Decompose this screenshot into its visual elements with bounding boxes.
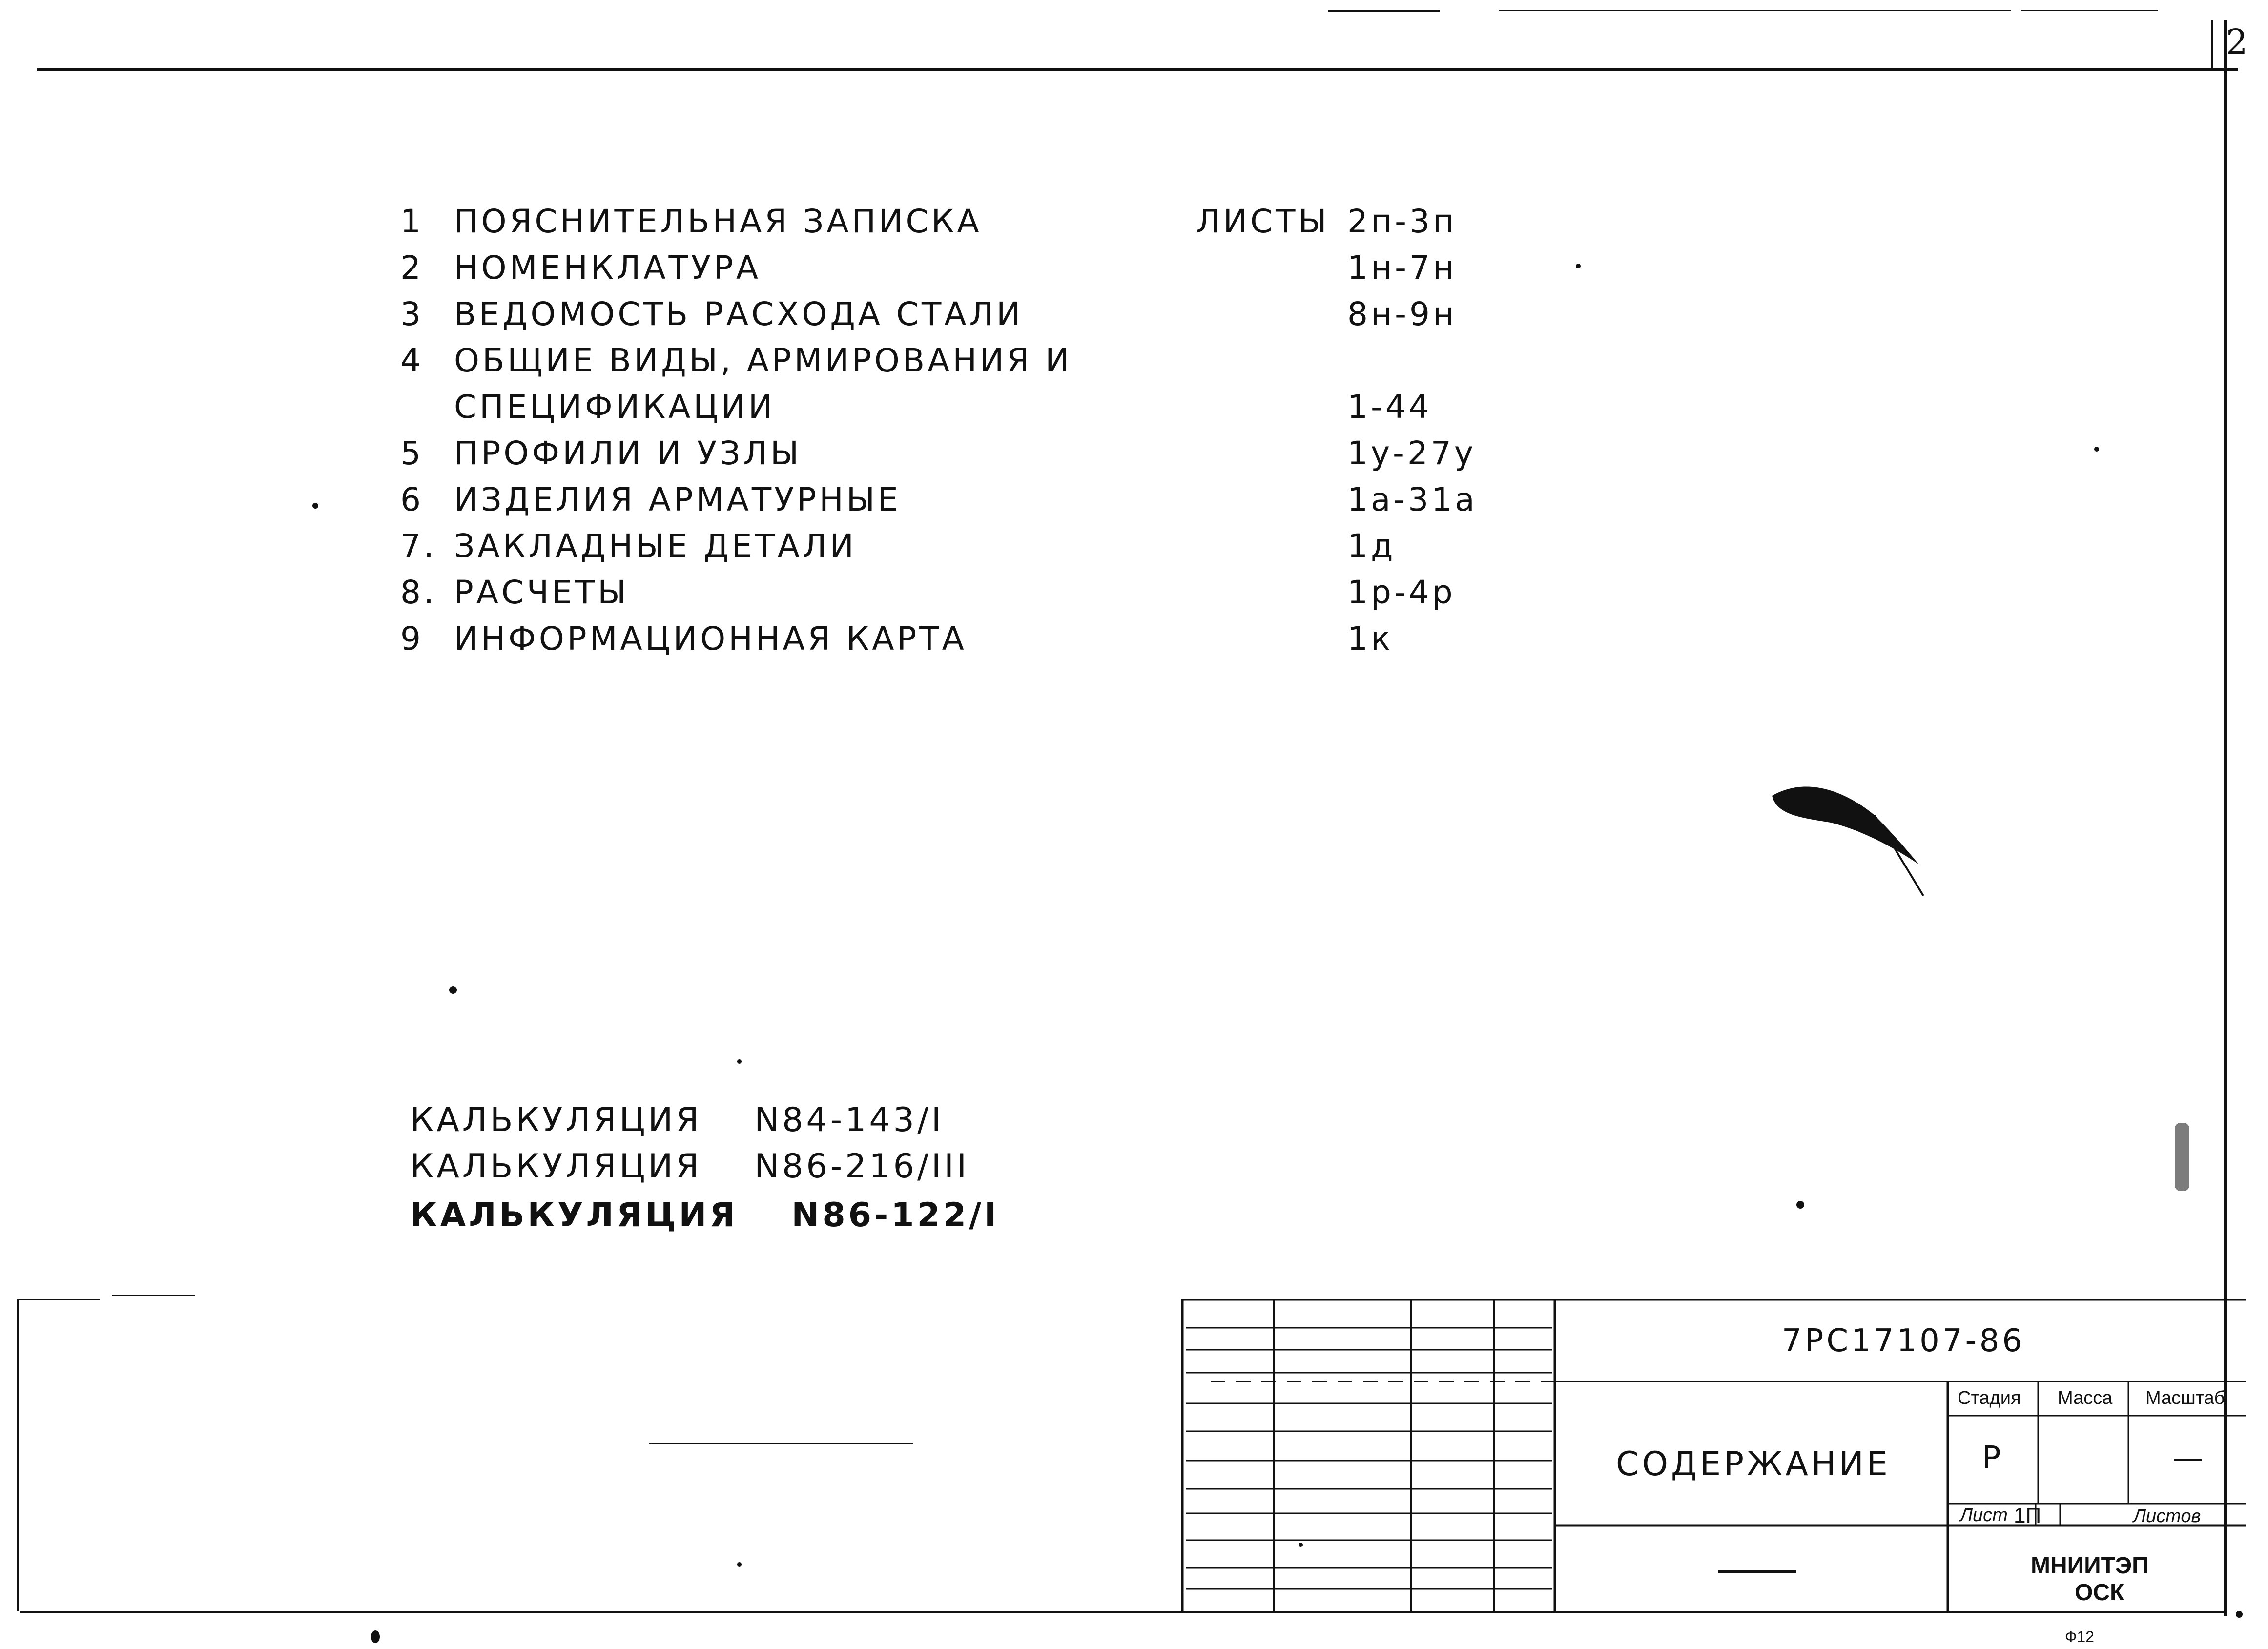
toc-num: 8.: [400, 574, 437, 611]
toc-row: [400, 203, 1523, 247]
document-title: СОДЕРЖАНИЕ: [1616, 1445, 1891, 1484]
toc-title: НОМЕНКЛАТУРА: [454, 249, 761, 287]
toc-pages: 8н-9н: [1347, 295, 1457, 333]
ink-stroke-mark: [1762, 776, 1948, 903]
organization-subdivision: ОСК: [2075, 1580, 2124, 1606]
scan-speck: [1796, 1201, 1804, 1209]
calculation-label: КАЛЬКУЛЯЦИЯ: [410, 1147, 702, 1186]
toc-pages: 1у-27у: [1347, 434, 1476, 472]
scan-speck: [2094, 447, 2099, 452]
toc-pages: 1р-4р: [1347, 574, 1456, 611]
stage-value: Р: [1982, 1440, 2001, 1476]
toc-num: 2: [400, 249, 424, 287]
stage-label: Стадия: [1958, 1388, 2021, 1408]
toc-sheets-label: ЛИСТЫ: [1196, 203, 1330, 240]
toc-title: СПЕЦИФИКАЦИИ: [454, 388, 776, 426]
calculation-number: N84-143/I: [754, 1101, 944, 1139]
scan-speck: [312, 503, 318, 509]
sheet-number: 2: [2226, 22, 2248, 62]
left-frame-line: [17, 1299, 19, 1611]
calculation-number: N86-216/III: [754, 1147, 970, 1186]
calculation-label: КАЛЬКУЛЯЦИЯ: [410, 1196, 738, 1235]
toc-pages: 1д: [1347, 527, 1396, 565]
calculation-number: N86-122/I: [791, 1196, 1000, 1235]
toc-num: 7.: [400, 527, 437, 565]
toc-pages: 1к: [1347, 620, 1393, 658]
toc-row: [400, 527, 1523, 571]
scan-speck: [2175, 1123, 2189, 1191]
sheet-label: Лист: [1960, 1505, 2008, 1525]
toc-num: 6: [400, 481, 424, 518]
toc-pages: 2п-3п: [1347, 203, 1457, 240]
stray-dash: [649, 1443, 913, 1444]
organization-name: МНИИТЭП: [2031, 1553, 2149, 1579]
toc-num: 1: [400, 203, 424, 240]
toc-title: ПРОФИЛИ И УЗЛЫ: [454, 434, 802, 472]
toc-row: [400, 620, 1523, 664]
sheet-value: 1П: [2014, 1504, 2041, 1527]
toc-num: 3: [400, 295, 424, 333]
toc-row: [400, 481, 1523, 525]
header-dash-2: [1499, 10, 2011, 11]
toc-pages: 1-44: [1347, 388, 1432, 426]
toc-title: ИЗДЕЛИЯ АРМАТУРНЫЕ: [454, 481, 901, 518]
scan-speck: [1299, 1543, 1303, 1547]
left-frame-top-stub-2: [112, 1295, 195, 1296]
mass-label: Масса: [2058, 1388, 2113, 1408]
document-code: 7РС17107-86: [1782, 1323, 2025, 1359]
scan-speck: [737, 1059, 742, 1064]
scan-speck: [371, 1630, 380, 1643]
scan-speck: [2236, 1611, 2243, 1618]
footer-mark: Ф12: [2065, 1628, 2094, 1646]
sheets-label: Листов: [2133, 1506, 2201, 1526]
sheet-number-box-divider: [2211, 20, 2213, 68]
toc-num: 5: [400, 434, 424, 472]
toc-row: [400, 388, 1523, 432]
top-frame-line: [37, 68, 2238, 71]
toc-title: ЗАКЛАДНЫЕ ДЕТАЛИ: [454, 527, 857, 565]
toc-title: ПОЯСНИТЕЛЬНАЯ ЗАПИСКА: [454, 203, 982, 240]
bottom-frame-line: [20, 1611, 2226, 1613]
toc-title: ВЕДОМОСТЬ РАСХОДА СТАЛИ: [454, 295, 1024, 333]
toc-num: 4: [400, 342, 424, 379]
calculation-line: [410, 1101, 944, 1139]
toc-row: [400, 574, 1523, 618]
scan-speck: [449, 986, 457, 994]
toc-row: [400, 434, 1523, 478]
toc-title: ОБЩИЕ ВИДЫ, АРМИРОВАНИЯ И: [454, 342, 1072, 379]
toc-pages: 1н-7н: [1347, 249, 1457, 287]
toc-row: [400, 295, 1523, 339]
header-dash-3: [2021, 10, 2158, 11]
calculation-line: [410, 1147, 969, 1186]
title-block: [1181, 1299, 2246, 1611]
toc-pages: 1а-31а: [1347, 481, 1478, 518]
scan-speck: [1576, 264, 1581, 268]
toc-row: [400, 249, 1523, 293]
toc-row: [400, 342, 1523, 386]
toc-title: РАСЧЕТЫ: [454, 574, 629, 611]
scale-value: —: [2172, 1440, 2204, 1476]
calculation-label: КАЛЬКУЛЯЦИЯ: [410, 1101, 702, 1139]
calculation-line: [410, 1196, 999, 1235]
scan-speck: [737, 1562, 742, 1567]
toc-title: ИНФОРМАЦИОННАЯ КАРТА: [454, 620, 967, 658]
scale-label: Масштаб: [2145, 1388, 2225, 1408]
header-dash-1: [1328, 10, 1440, 12]
left-frame-top-stub: [17, 1299, 100, 1300]
toc-num: 9: [400, 620, 424, 658]
